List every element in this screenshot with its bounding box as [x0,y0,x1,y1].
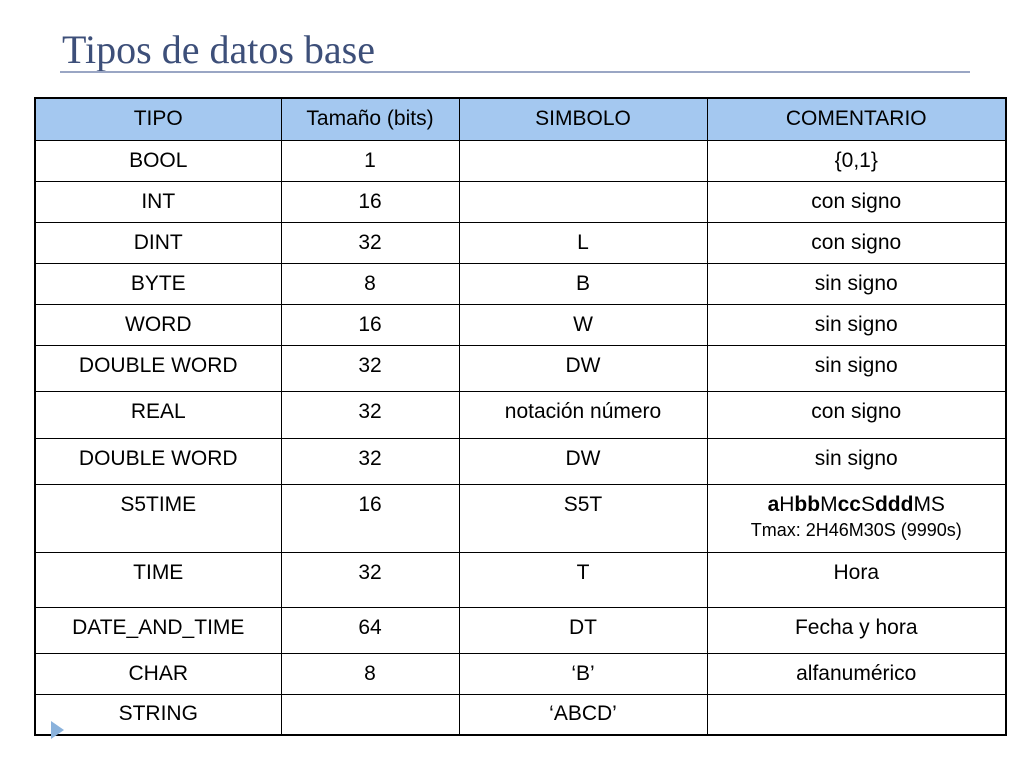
s5time-format: aHbbMccSdddMS [767,492,945,516]
cell-bits: 16 [281,304,459,345]
cell-simbolo: DW [459,438,707,484]
table-row [35,181,1006,222]
cell-tipo: DOUBLE WORD [35,345,281,391]
cell-bits: 8 [281,263,459,304]
cell-comentario: Hora [707,552,1006,607]
table-row [35,438,1006,484]
table-header-row [35,98,1006,140]
cell-simbolo: T [459,552,707,607]
cell-bits: 32 [281,222,459,263]
cell-simbolo [459,181,707,222]
next-slide-arrow-icon[interactable] [51,721,64,739]
header-simbolo: SIMBOLO [459,98,707,140]
table-row [35,304,1006,345]
cell-tipo: REAL [35,391,281,438]
cell-comentario: con signo [707,181,1006,222]
table-row [35,484,1006,552]
cell-tipo: TIME [35,552,281,607]
cell-simbolo: B [459,263,707,304]
cell-comentario: con signo [707,391,1006,438]
header-bits: Tamaño (bits) [281,98,459,140]
table-row [35,391,1006,438]
cell-tipo: DATE_AND_TIME [35,607,281,653]
table-row [35,345,1006,391]
table-row [35,140,1006,181]
table-row [35,607,1006,653]
cell-tipo: STRING [35,694,281,735]
cell-tipo: BYTE [35,263,281,304]
cell-bits [281,694,459,735]
cell-simbolo: W [459,304,707,345]
cell-bits: 8 [281,653,459,694]
cell-bits: 32 [281,438,459,484]
table-row [35,222,1006,263]
cell-comentario: alfanumérico [707,653,1006,694]
cell-tipo: INT [35,181,281,222]
cell-comentario: sin signo [707,345,1006,391]
cell-comentario: sin signo [707,263,1006,304]
cell-comentario: sin signo [707,304,1006,345]
cell-comentario [707,694,1006,735]
cell-bits: 16 [281,484,459,552]
cell-tipo: DINT [35,222,281,263]
cell-simbolo: notación número [459,391,707,438]
cell-comentario: sin signo [707,438,1006,484]
table-row [35,263,1006,304]
cell-tipo: CHAR [35,653,281,694]
table-row [35,552,1006,607]
cell-tipo: S5TIME [35,484,281,552]
title-underline [60,71,970,73]
cell-simbolo: DW [459,345,707,391]
cell-tipo: DOUBLE WORD [35,438,281,484]
cell-comentario [707,484,1006,552]
cell-bits: 32 [281,552,459,607]
cell-bits: 16 [281,181,459,222]
cell-bits: 32 [281,391,459,438]
data-types-table [34,97,1007,736]
header-tipo: TIPO [35,98,281,140]
cell-bits: 32 [281,345,459,391]
slide-title: Tipos de datos base [62,27,375,72]
cell-bits: 64 [281,607,459,653]
cell-simbolo: DT [459,607,707,653]
cell-simbolo: S5T [459,484,707,552]
cell-comentario: con signo [707,222,1006,263]
table-row [35,694,1006,735]
cell-simbolo [459,140,707,181]
cell-comentario: Fecha y hora [707,607,1006,653]
cell-simbolo: ‘B’ [459,653,707,694]
cell-simbolo: L [459,222,707,263]
header-comentario: COMENTARIO [707,98,1006,140]
cell-comentario: {0,1} [707,140,1006,181]
cell-bits: 1 [281,140,459,181]
cell-tipo: WORD [35,304,281,345]
cell-tipo: BOOL [35,140,281,181]
cell-simbolo: ‘ABCD’ [459,694,707,735]
s5time-max: Tmax: 2H46M30S (9990s) [750,519,962,540]
table-row [35,653,1006,694]
